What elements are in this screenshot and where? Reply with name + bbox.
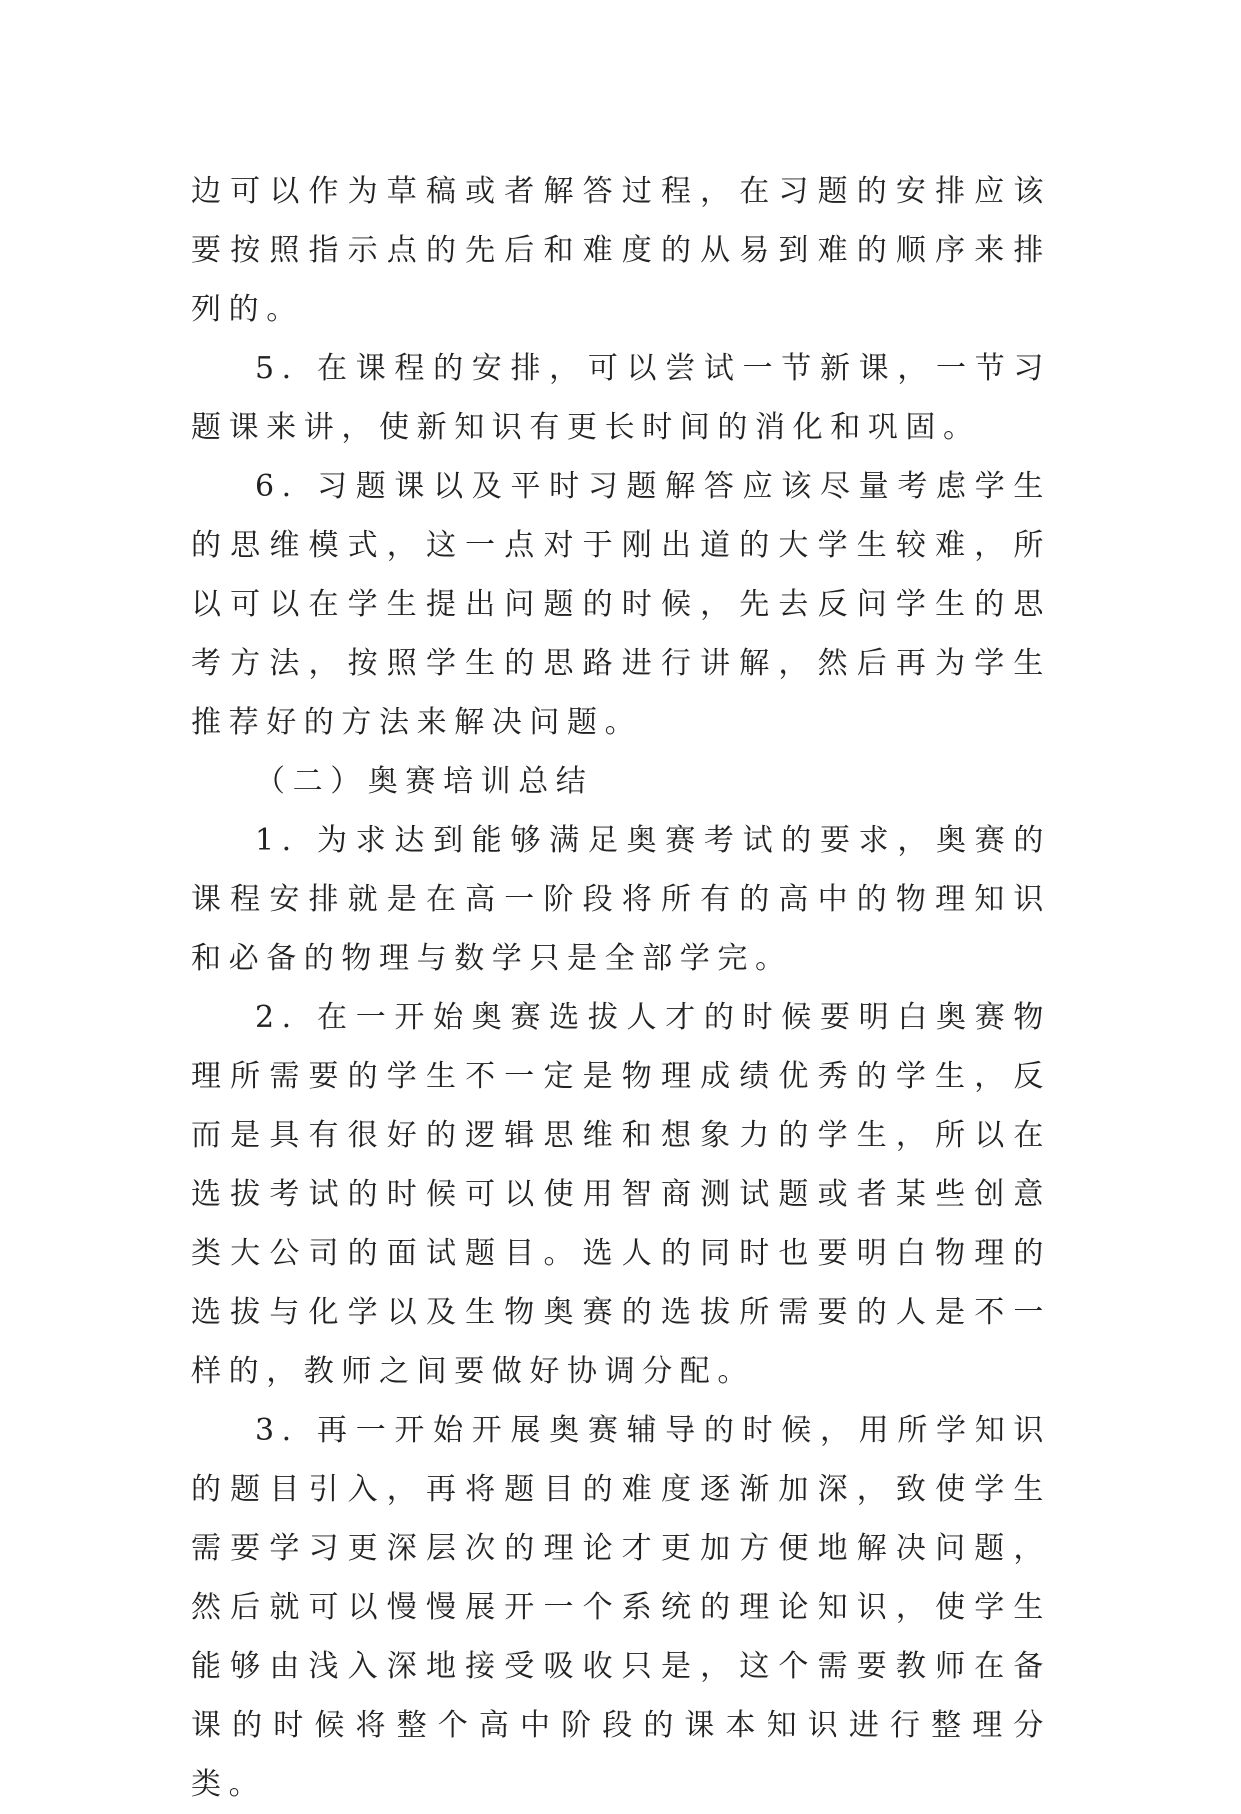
paragraph-olympiad-item-3: 3. 再一开始开展奥赛辅导的时候，用所学知识的题目引入，再将题目的难度逐渐加深，致使学生需要学习更深层次的理论才更加方便地解决问题，然后就可以慢慢展开一个系统的理论知识，使学生能够由浅入深地接受吸收只是，这个需要教师在备课的时候将整个高中阶段的课本知识进行整理分类。: [191, 1413, 1051, 1802]
paragraph-olympiad-item-1: 1. 为求达到能够满足奥赛考试的要求，奥赛的课程安排就是在高一阶段将所有的高中的物理知识和必备的物理与数学只是全部学完。: [191, 823, 1051, 976]
paragraph-olympiad-item-2: 2. 在一开始奥赛选拔人才的时候要明白奥赛物理所需要的学生不一定是物理成绩优秀的学生，反而是具有很好的逻辑思维和想象力的学生，所以在选拔考试的时候可以使用智商测试题或者某些创意类大公司的面试题目。选人的同时也要明白物理的选拔与化学以及生物奥赛的选拔所需要的人是不一样的，教师之间要做好协调分配。: [191, 1000, 1051, 1389]
section-heading: （二）奥赛培训总结: [255, 764, 594, 799]
paragraph-item-6: 6. 习题课以及平时习题解答应该尽量考虑学生的思维模式，这一点对于刚出道的大学生较难，所以可以在学生提出问题的时候，先去反问学生的思考方法，按照学生的思路进行讲解，然后再为学生推荐好的方法来解决问题。: [191, 469, 1051, 740]
document-body: [191, 162, 1051, 1814]
paragraph-item-5: 5. 在课程的安排，可以尝试一节新课，一节习题课来讲，使新知识有更长时间的消化和巩固。: [191, 351, 1051, 445]
paragraph-continuation: 边可以作为草稿或者解答过程，在习题的安排应该要按照指示点的先后和难度的从易到难的顺序来排列的。: [191, 174, 1051, 327]
